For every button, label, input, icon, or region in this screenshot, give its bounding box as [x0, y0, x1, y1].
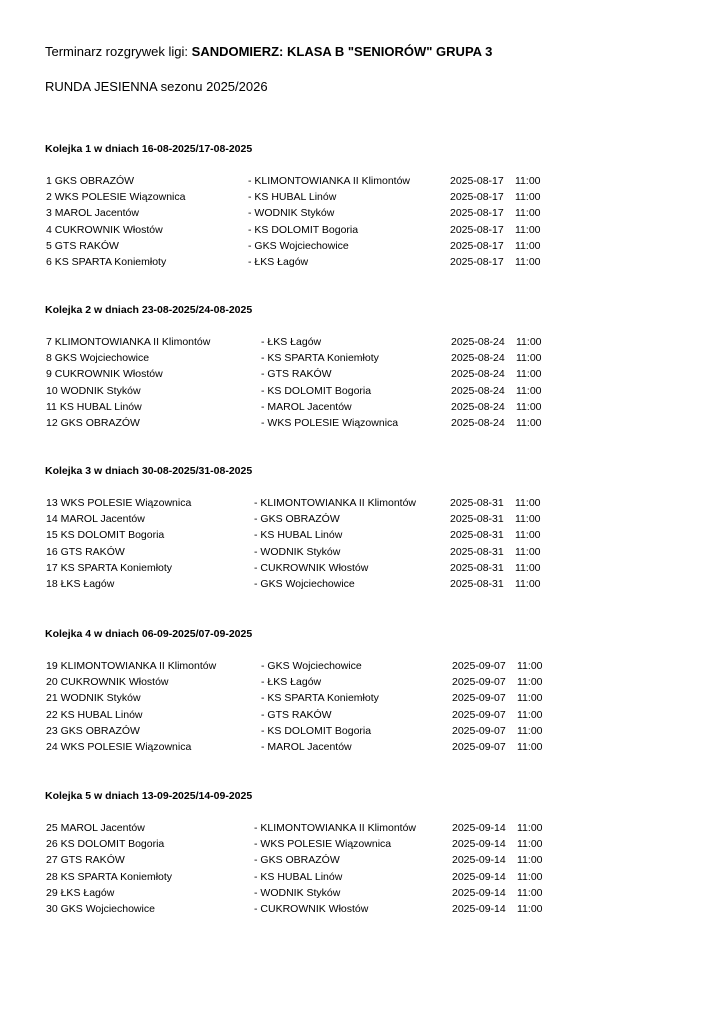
home-team: 28 KS SPARTA Koniemłoty [46, 870, 173, 883]
match-row [45, 544, 685, 560]
match-time: 11:00 [517, 708, 543, 721]
match-time: 11:00 [515, 175, 541, 187]
match-date: 2025-09-07 [452, 676, 506, 689]
match-date: 2025-09-07 [452, 692, 506, 705]
match-date: 2025-08-24 [451, 384, 505, 397]
match-time: 11:00 [516, 384, 542, 397]
away-team: - MAROL Jacentów [261, 400, 352, 413]
home-team: 14 MAROL Jacentów [46, 513, 145, 526]
match-list [45, 173, 685, 270]
match-time: 11:00 [516, 368, 542, 381]
match-date: 2025-09-14 [452, 854, 506, 867]
match-row [45, 511, 685, 527]
match-row [45, 739, 685, 755]
round-heading: Kolejka 3 w dniach 30-08-2025/31-08-2025 [45, 465, 253, 477]
home-team: 3 MAROL Jacentów [46, 207, 139, 220]
match-date: 2025-08-17 [450, 223, 504, 236]
home-team: 13 WKS POLESIE Wiązownica [46, 497, 192, 509]
away-team: - KLIMONTOWIANKA II Klimontów [254, 822, 417, 834]
match-time: 11:00 [516, 400, 542, 413]
away-team: - GKS Wojciechowice [248, 239, 349, 252]
match-time: 11:00 [515, 497, 541, 509]
away-team: - ŁKS Łagów [261, 336, 322, 348]
match-time: 11:00 [515, 207, 541, 220]
round-heading: Kolejka 1 w dniach 16-08-2025/17-08-2025 [45, 143, 253, 155]
match-row [45, 334, 685, 350]
season-subtitle: RUNDA JESIENNA sezonu 2025/2026 [45, 79, 268, 94]
home-team: 7 KLIMONTOWIANKA II Klimontów [46, 336, 211, 348]
match-list [45, 820, 685, 917]
match-date: 2025-08-31 [450, 529, 504, 542]
match-date: 2025-09-14 [452, 870, 506, 883]
match-time: 11:00 [517, 854, 543, 867]
away-team: - GKS OBRAZÓW [254, 854, 340, 867]
match-time: 11:00 [515, 239, 541, 252]
match-row [45, 901, 685, 917]
match-date: 2025-09-07 [452, 740, 506, 753]
away-team: - WKS POLESIE Wiązownica [254, 838, 392, 851]
match-time: 11:00 [515, 577, 541, 590]
away-team: - WKS POLESIE Wiązownica [261, 416, 399, 429]
match-date: 2025-09-07 [452, 660, 506, 672]
match-date: 2025-08-17 [450, 175, 504, 187]
match-list [45, 658, 685, 755]
match-time: 11:00 [517, 886, 543, 899]
home-team: 29 ŁKS Łagów [46, 886, 115, 899]
match-time: 11:00 [517, 870, 543, 883]
away-team: - KS DOLOMIT Bogoria [261, 724, 372, 737]
match-date: 2025-09-14 [452, 902, 506, 915]
match-row [45, 415, 685, 431]
away-team: - KS HUBAL Linów [254, 529, 343, 542]
match-row [45, 820, 685, 836]
match-date: 2025-09-07 [452, 724, 506, 737]
away-team: - CUKROWNIK Włostów [254, 561, 369, 574]
match-time: 11:00 [517, 676, 543, 689]
match-time: 11:00 [517, 822, 543, 834]
match-date: 2025-08-17 [450, 207, 504, 220]
match-time: 11:00 [516, 352, 542, 365]
match-date: 2025-09-14 [452, 822, 506, 834]
match-row [45, 366, 685, 382]
home-team: 15 KS DOLOMIT Bogoria [46, 529, 165, 542]
away-team: - MAROL Jacentów [261, 740, 352, 753]
round-heading: Kolejka 4 w dniach 06-09-2025/07-09-2025 [45, 628, 253, 640]
match-row [45, 674, 685, 690]
round-4 [45, 627, 685, 755]
away-team: - GKS OBRAZÓW [254, 513, 340, 526]
match-row [45, 869, 685, 885]
title-prefix: Terminarz rozgrywek ligi: [45, 44, 192, 59]
match-row [45, 173, 685, 189]
match-time: 11:00 [517, 740, 543, 753]
match-date: 2025-08-31 [450, 577, 504, 590]
away-team: - WODNIK Styków [254, 886, 341, 899]
home-team: 24 WKS POLESIE Wiązownica [46, 740, 192, 753]
home-team: 5 GTS RAKÓW [46, 239, 119, 252]
match-date: 2025-08-24 [451, 336, 505, 348]
match-row [45, 723, 685, 739]
round-3 [45, 464, 685, 592]
match-row [45, 885, 685, 901]
match-row [45, 576, 685, 592]
home-team: 1 GKS OBRAZÓW [46, 175, 135, 187]
home-team: 21 WODNIK Styków [46, 692, 141, 705]
away-team: - GTS RAKÓW [261, 708, 332, 721]
match-row [45, 560, 685, 576]
match-date: 2025-08-24 [451, 352, 505, 365]
match-time: 11:00 [515, 561, 541, 574]
match-date: 2025-09-14 [452, 838, 506, 851]
match-time: 11:00 [517, 838, 543, 851]
page-title [45, 44, 492, 59]
match-time: 11:00 [515, 223, 541, 236]
home-team: 12 GKS OBRAZÓW [46, 416, 140, 429]
home-team: 8 GKS Wojciechowice [46, 352, 150, 365]
match-time: 11:00 [517, 692, 543, 705]
home-team: 11 KS HUBAL Linów [46, 400, 142, 413]
match-row [45, 350, 685, 366]
match-time: 11:00 [516, 416, 542, 429]
home-team: 9 CUKROWNIK Włostów [46, 368, 163, 381]
round-heading: Kolejka 5 w dniach 13-09-2025/14-09-2025 [45, 790, 253, 802]
match-date: 2025-08-17 [450, 191, 504, 204]
home-team: 19 KLIMONTOWIANKA II Klimontów [46, 660, 217, 672]
away-team: - KS DOLOMIT Bogoria [261, 384, 372, 397]
round-2 [45, 303, 685, 431]
away-team: - KLIMONTOWIANKA II Klimontów [254, 497, 417, 509]
match-row [45, 254, 685, 270]
match-row [45, 707, 685, 723]
match-row [45, 189, 685, 205]
home-team: 22 KS HUBAL Linów [46, 708, 143, 721]
away-team: - WODNIK Styków [248, 207, 335, 220]
home-team: 4 CUKROWNIK Włostów [46, 223, 163, 236]
match-row [45, 690, 685, 706]
match-row [45, 852, 685, 868]
match-date: 2025-08-31 [450, 497, 504, 509]
match-time: 11:00 [516, 336, 542, 348]
match-row [45, 495, 685, 511]
home-team: 26 KS DOLOMIT Bogoria [46, 838, 165, 851]
match-time: 11:00 [515, 255, 541, 268]
away-team: - KS SPARTA Koniemłoty [261, 352, 379, 365]
away-team: - GKS Wojciechowice [254, 577, 355, 590]
match-row [45, 238, 685, 254]
match-date: 2025-08-17 [450, 239, 504, 252]
home-team: 23 GKS OBRAZÓW [46, 724, 140, 737]
match-list [45, 334, 685, 431]
home-team: 6 KS SPARTA Koniemłoty [46, 255, 167, 268]
match-time: 11:00 [517, 902, 543, 915]
match-row [45, 836, 685, 852]
round-heading: Kolejka 2 w dniach 23-08-2025/24-08-2025 [45, 304, 253, 316]
away-team: - CUKROWNIK Włostów [254, 902, 369, 915]
match-date: 2025-08-31 [450, 513, 504, 526]
match-date: 2025-09-07 [452, 708, 506, 721]
home-team: 30 GKS Wojciechowice [46, 902, 155, 915]
away-team: - ŁKS Łagów [261, 676, 322, 689]
home-team: 17 KS SPARTA Koniemłoty [46, 561, 173, 574]
round-1 [45, 142, 685, 270]
match-row [45, 205, 685, 221]
away-team: - ŁKS Łagów [248, 255, 309, 268]
home-team: 10 WODNIK Styków [46, 384, 141, 397]
match-row [45, 399, 685, 415]
away-team: - KS DOLOMIT Bogoria [248, 223, 359, 236]
match-date: 2025-08-24 [451, 400, 505, 413]
match-time: 11:00 [515, 191, 541, 204]
match-date: 2025-08-17 [450, 255, 504, 268]
league-name: SANDOMIERZ: KLASA B "SENIORÓW" GRUPA 3 [191, 44, 493, 59]
home-team: 27 GTS RAKÓW [46, 854, 125, 867]
match-date: 2025-09-14 [452, 886, 506, 899]
match-time: 11:00 [517, 724, 543, 737]
home-team: 16 GTS RAKÓW [46, 545, 125, 558]
home-team: 2 WKS POLESIE Wiązownica [46, 191, 186, 204]
match-date: 2025-08-31 [450, 561, 504, 574]
home-team: 18 ŁKS Łagów [46, 577, 115, 590]
match-time: 11:00 [517, 660, 543, 672]
match-time: 11:00 [515, 545, 541, 558]
home-team: 25 MAROL Jacentów [46, 822, 145, 834]
match-row [45, 222, 685, 238]
away-team: - KS HUBAL Linów [248, 191, 337, 204]
match-time: 11:00 [515, 529, 541, 542]
away-team: - KLIMONTOWIANKA II Klimontów [248, 175, 411, 187]
match-row [45, 383, 685, 399]
away-team: - KS SPARTA Koniemłoty [261, 692, 379, 705]
match-date: 2025-08-31 [450, 545, 504, 558]
match-row [45, 527, 685, 543]
round-5 [45, 789, 685, 917]
away-team: - WODNIK Styków [254, 545, 341, 558]
match-date: 2025-08-24 [451, 368, 505, 381]
match-date: 2025-08-24 [451, 416, 505, 429]
away-team: - GKS Wojciechowice [261, 660, 362, 672]
match-time: 11:00 [515, 513, 541, 526]
home-team: 20 CUKROWNIK Włostów [46, 676, 169, 689]
match-list [45, 495, 685, 592]
away-team: - GTS RAKÓW [261, 368, 332, 381]
match-row [45, 658, 685, 674]
away-team: - KS HUBAL Linów [254, 870, 343, 883]
